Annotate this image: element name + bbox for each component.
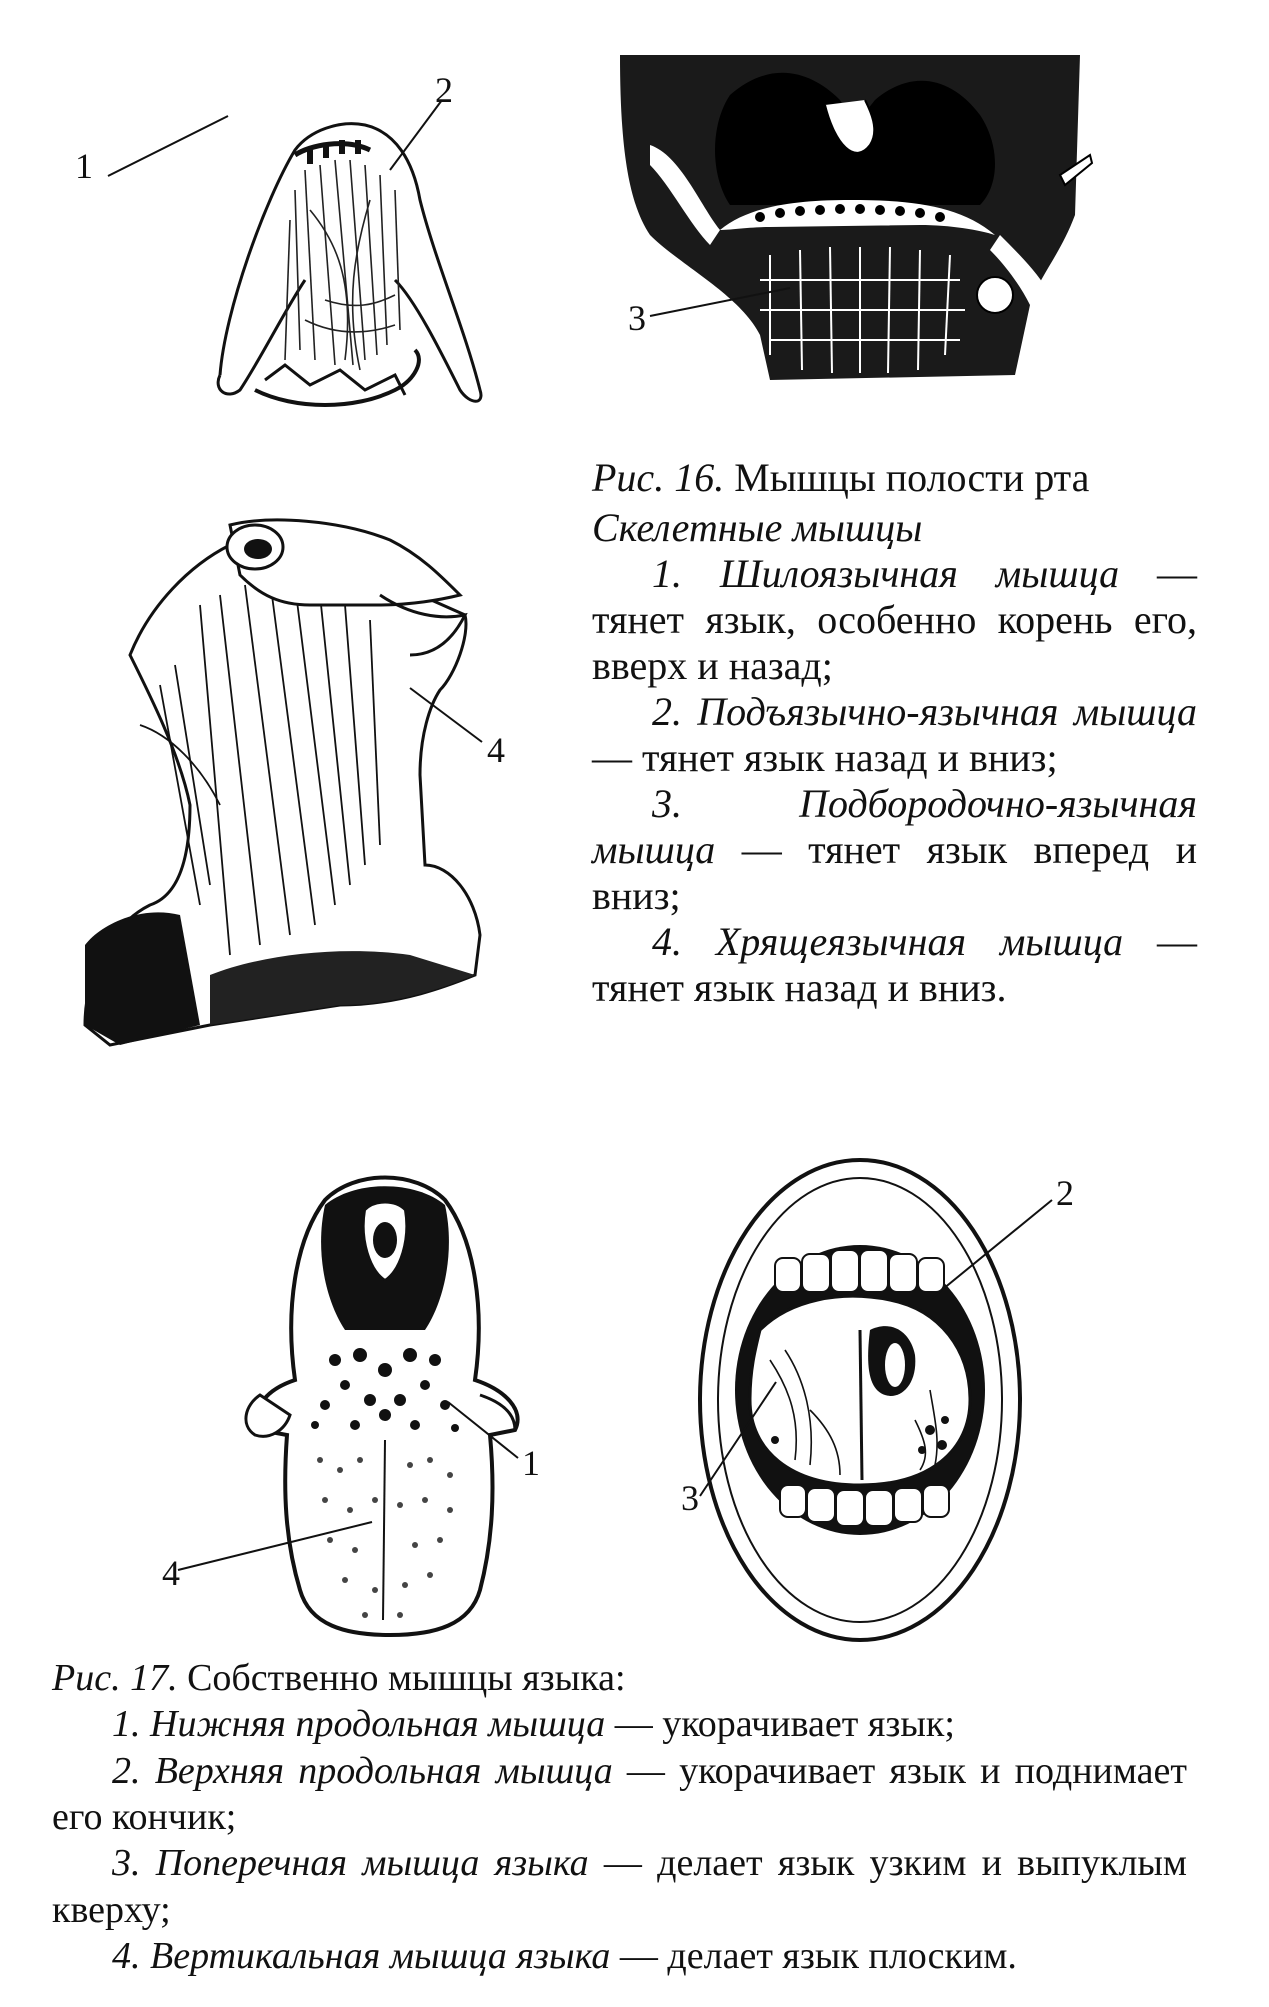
- fig16-label-4: 4: [487, 730, 505, 770]
- fig16-label-3: 3: [628, 298, 646, 338]
- fig17-item-4-name: 4. Вертикальная мышца языка: [112, 1935, 611, 1978]
- fig16-label-2: 2: [435, 70, 453, 110]
- fig17-item-3-desc: — делает язык узким и выпуклым кверху;: [52, 1842, 1187, 1931]
- fig16-item-4-name: 4. Хрящеязычная мышца: [652, 919, 1124, 964]
- fig17-item-2-desc: — укорачивает язык и поднимает его кончик;: [52, 1749, 1187, 1839]
- fig17-caption: [52, 1655, 1187, 1980]
- fig16-label-1: 1: [75, 146, 93, 186]
- fig17-item-1-name: 1. Нижняя продольная мышца: [112, 1703, 606, 1746]
- fig16-item-3-desc: — тянет язык вперед и вниз;: [592, 827, 1197, 918]
- fig16-subtitle: Скелетные мышцы: [592, 505, 923, 550]
- fig17-item-1: [52, 1701, 1187, 1747]
- fig17-label-2: 2: [1056, 1173, 1074, 1213]
- fig17-label-1: 1: [522, 1443, 540, 1483]
- fig17-item-2: [52, 1748, 1187, 1841]
- fig17-caption-prefix: Рис. 17.: [52, 1657, 178, 1699]
- fig17-item-3-name: 3. Поперечная мышца языка: [112, 1842, 589, 1885]
- fig17-item-4-desc: — делает язык плоским.: [610, 1935, 1017, 1978]
- fig16-item-2-name: 2. Подъязычно-язычная мышца: [652, 689, 1197, 734]
- fig17-caption-title: [52, 1655, 1187, 1701]
- fig17-label-3: 3: [681, 1478, 699, 1518]
- fig17-item-1-desc: — укорачивает язык;: [605, 1703, 955, 1746]
- fig16-item-3-name: 3. Подбородочно-язычная мышца: [592, 781, 1197, 872]
- fig17-item-3: [52, 1840, 1187, 1933]
- fig16-item-1-name: 1. Шилоязычная мышца: [652, 551, 1120, 596]
- fig16-item-4-desc: — тянет язык назад и вниз.: [592, 919, 1197, 1010]
- fig17-caption-text: Собственно мышцы языка:: [177, 1657, 626, 1699]
- fig16-caption-prefix: Рис. 16.: [592, 455, 725, 500]
- fig16-caption-text: Мышцы полости рта: [724, 455, 1090, 500]
- fig17-label-4: 4: [162, 1553, 180, 1593]
- fig17-item-4: [52, 1933, 1187, 1979]
- fig17-item-2-name: 2. Верхняя продольная мышца: [112, 1749, 613, 1792]
- fig16-item-1-desc: — тянет язык, особенно корень его, вверх и назад;: [592, 551, 1197, 688]
- fig16-item-2-desc: — тянет язык назад и вниз;: [592, 735, 1058, 780]
